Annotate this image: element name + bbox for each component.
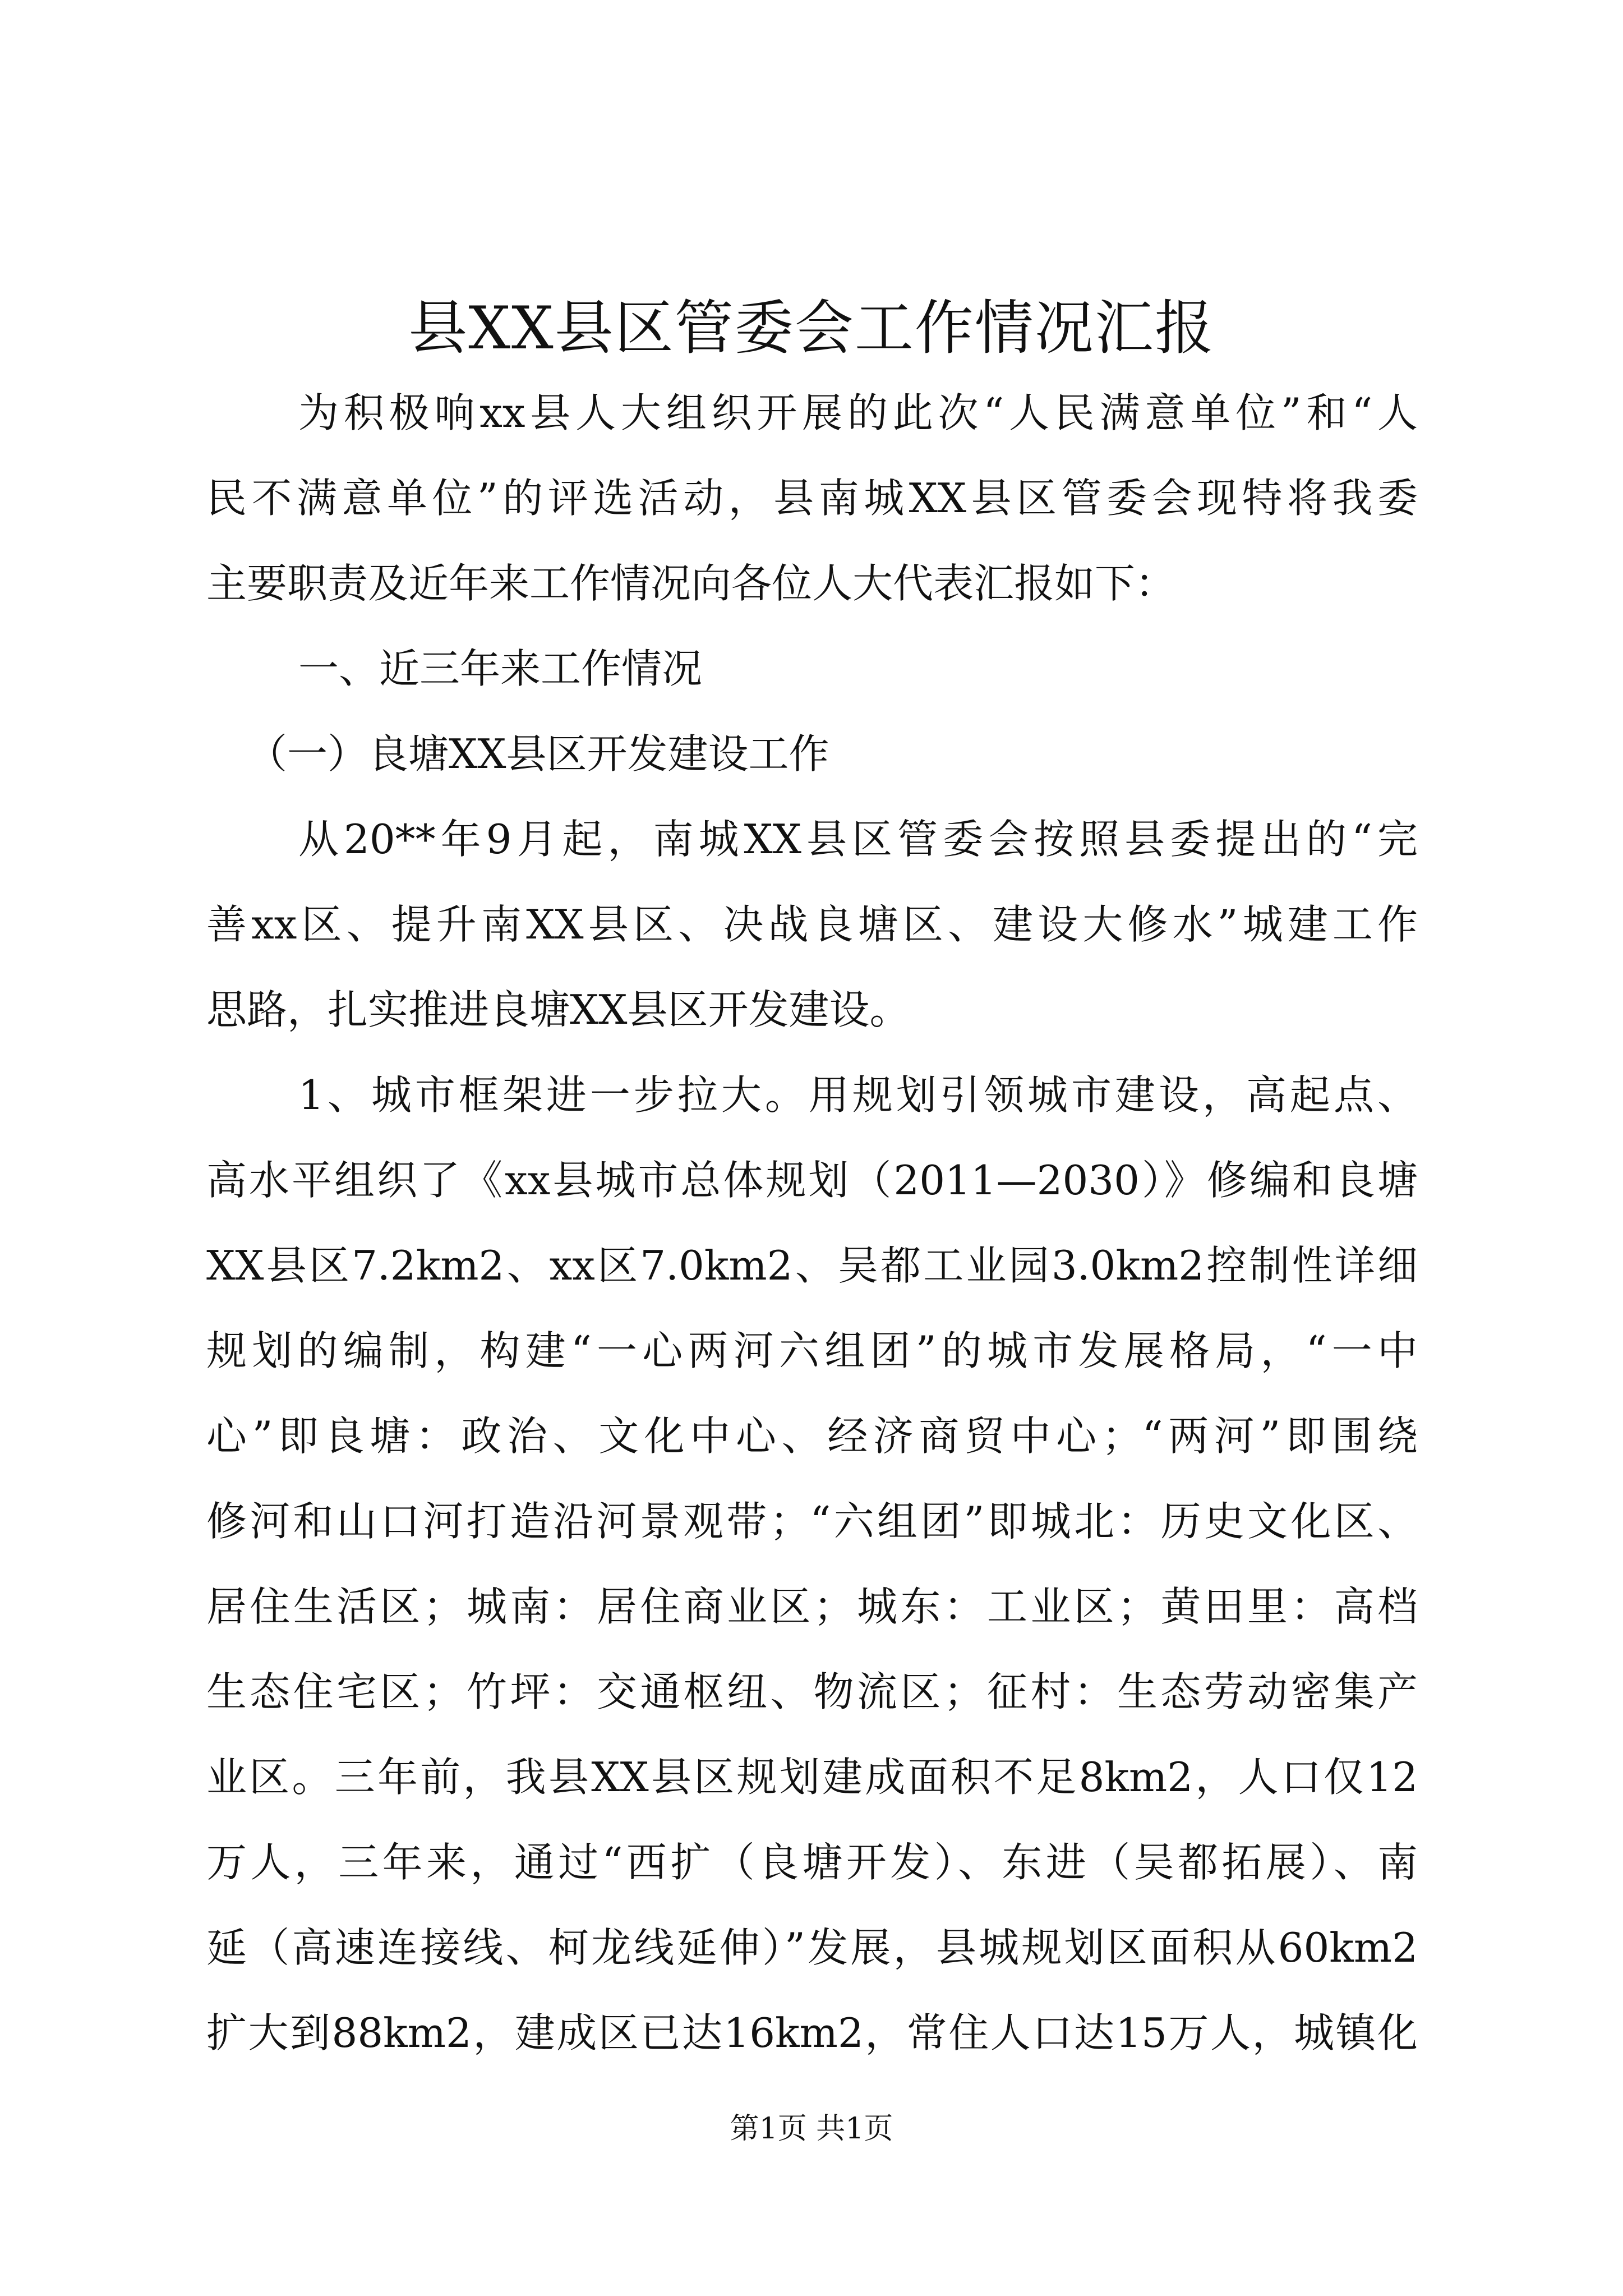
paragraph-line: 扩大到88km2，建成区已达16km2，常住人口达15万人，城镇化 xyxy=(206,2009,1418,2056)
page-footer: 第1页 共1页 xyxy=(730,2112,893,2146)
paragraph-line: 心”即良塘：政治、文化中心、经济商贸中心；“两河”即围绕 xyxy=(206,1412,1418,1460)
paragraph-line: 思路，扎实推进良塘XX县区开发建设。 xyxy=(206,986,910,1033)
paragraph-line: 业区。三年前，我县XX县区规划建成面积不足8km2，人口仅12 xyxy=(206,1754,1418,1801)
subsection-heading: （一）良塘XX县区开发建设工作 xyxy=(247,730,829,777)
paragraph-line: XX县区7.2km2、xx区7.0km2、吴都工业园3.0km2控制性详细 xyxy=(206,1242,1418,1289)
paragraph-line: 1、城市框架进一步拉大。用规划引领城市建设，高起点、 xyxy=(298,1071,1418,1119)
paragraph-line: 主要职责及近年来工作情况向各位人大代表汇报如下： xyxy=(206,560,1176,607)
section-heading: 一、近三年来工作情况 xyxy=(298,645,703,692)
paragraph-line: 民不满意单位”的评选活动，县南城XX县区管委会现特将我委 xyxy=(206,475,1418,522)
paragraph-line: 万人，三年来，通过“西扩（良塘开发）、东进（吴都拓展）、南 xyxy=(206,1839,1418,1886)
paragraph-line: 修河和山口河打造沿河景观带；“六组团”即城北：历史文化区、 xyxy=(206,1498,1418,1545)
paragraph-line: 生态住宅区；竹坪：交通枢纽、物流区；征村：生态劳动密集产 xyxy=(206,1668,1418,1715)
paragraph-line: 从20**年9月起，南城XX县区管委会按照县委提出的“完 xyxy=(298,816,1418,863)
document-title: 县XX县区管委会工作情况汇报 xyxy=(408,294,1215,362)
paragraph-line: 为积极响xx县人大组织开展的此次“人民满意单位”和“人 xyxy=(298,389,1418,436)
paragraph-line: 善xx区、提升南XX县区、决战良塘区、建设大修水”城建工作 xyxy=(206,901,1418,948)
paragraph-line: 规划的编制，构建“一心两河六组团”的城市发展格局，“一中 xyxy=(206,1327,1418,1374)
paragraph-line: 高水平组织了《xx县城市总体规划（2011—2030）》修编和良塘 xyxy=(206,1157,1418,1204)
paragraph-line: 居住生活区；城南：居住商业区；城东：工业区；黄田里：高档 xyxy=(206,1583,1418,1630)
paragraph-line: 延（高速连接线、柯龙线延伸）”发展，县城规划区面积从60km2 xyxy=(206,1924,1418,1971)
